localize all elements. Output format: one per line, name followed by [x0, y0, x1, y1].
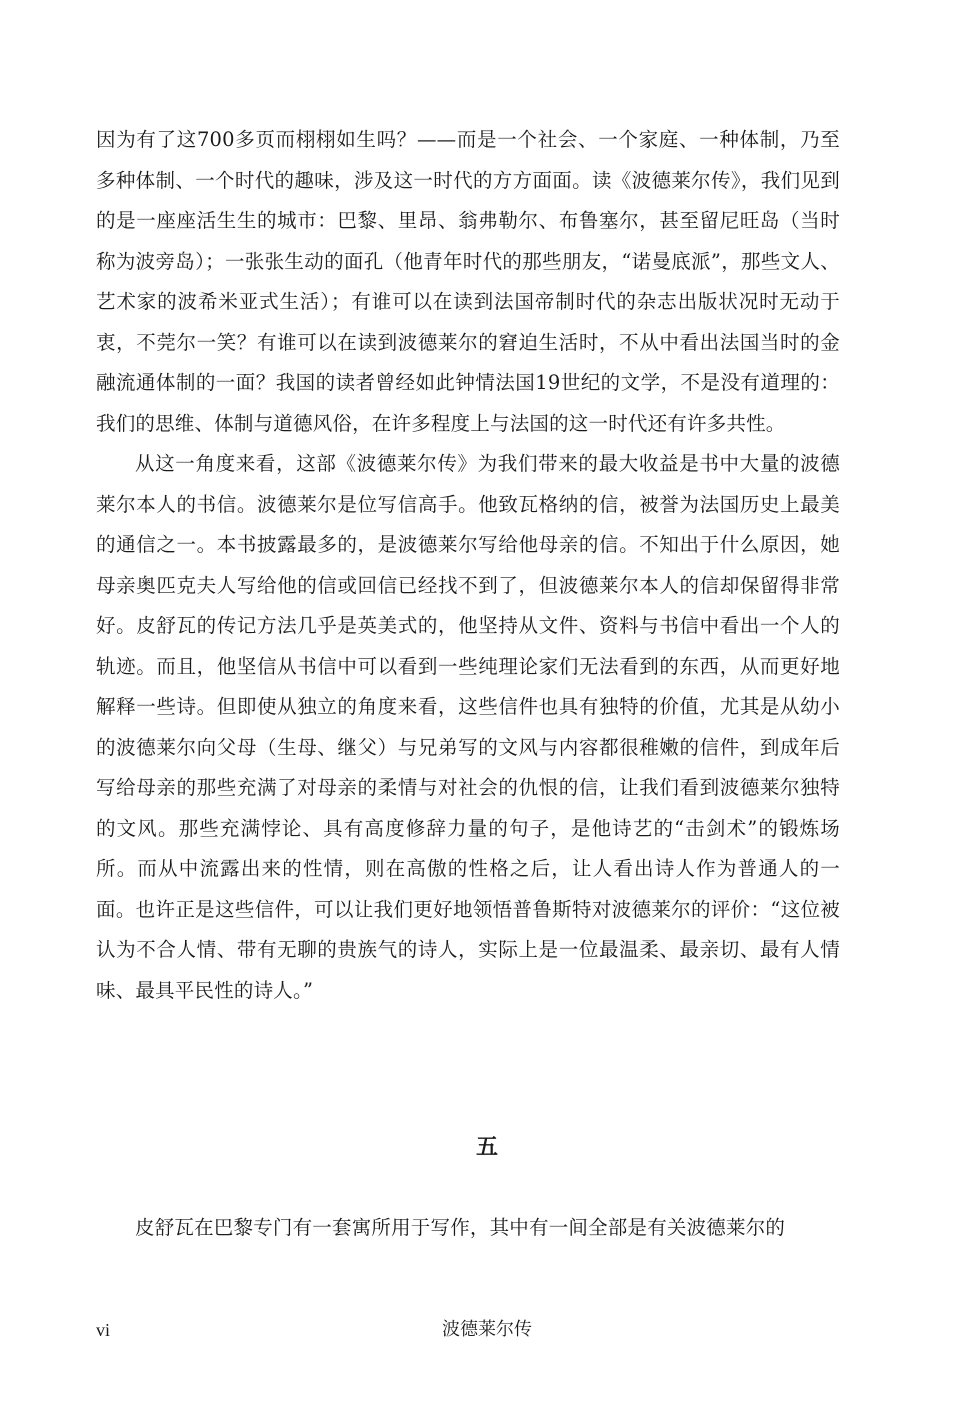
section-heading: 五	[475, 1134, 498, 1160]
section-body-text	[96, 1208, 840, 1249]
paragraph-1: 因为有了这700多页而栩栩如生吗？——而是一个社会、一个家庭、一种体制，乃至多种体制、一个时代的趣味，涉及这一时代的方方面面。读《波德莱尔传》，我们见到的是一座座活生生的城市：巴黎、里昂、翁弗勒尔、布鲁塞尔，甚至留尼旺岛（当时称为波旁岛）；一张张生动的面孔（他青年时代的那些朋友，“诺曼底派”，那些文人、艺术家的波希米亚式生活）；有谁可以在读到法国帝制时代的杂志出版状况时无动于衷，不莞尔一笑？有谁可以在读到波德莱尔的窘迫生活时，不从中看出法国当时的金融流通体制的一面？我国的读者曾经如此钟情法国19世纪的文学，不是没有道理的：我们的思维、体制与道德风俗，在许多程度上与法国的这一时代还有许多共性。	[96, 128, 840, 435]
paragraph-2: 从这一角度来看，这部《波德莱尔传》为我们带来的最大收益是书中大量的波德莱尔本人的书信。波德莱尔是位写信高手。他致瓦格纳的信，被誉为法国历史上最美的通信之一。本书披露最多的，是波德莱尔写给他母亲的信。不知出于什么原因，她母亲奥匹克夫人写给他的信或回信已经找不到了，但波德莱尔本人的信却保留得非常好。皮舒瓦的传记方法几乎是英美式的，他坚持从文件、资料与书信中看出一个人的轨迹。而且，他坚信从书信中可以看到一些纯理论家们无法看到的东西，从而更好地解释一些诗。但即使从独立的角度来看，这些信件也具有独特的价值，尤其是从幼小的波德莱尔向父母（生母、继父）与兄弟写的文风与内容都很稚嫩的信件，到成年后写给母亲的那些充满了对母亲的柔情与对社会的仇恨的信，让我们看到波德莱尔独特的文风。那些充满悖论、具有高度修辞力量的句子，是他诗艺的“击剑术”的锻炼场所。而从中流露出来的性情，则在高傲的性格之后，让人看出诗人作为普通人的一面。也许正是这些信件，可以让我们更好地领悟普鲁斯特对波德莱尔的评价：“这位被认为不合人情、带有无聊的贵族气的诗人，实际上是一位最温柔、最亲切、最有人情味、最具平民性的诗人。”	[96, 452, 840, 1002]
paragraph-3: 皮舒瓦在巴黎专门有一套寓所用于写作，其中有一间全部是有关波德莱尔的	[135, 1216, 786, 1239]
page-number: vi	[96, 1320, 111, 1340]
body-text	[96, 120, 840, 1011]
running-footer-title: 波德莱尔传	[442, 1319, 532, 1340]
